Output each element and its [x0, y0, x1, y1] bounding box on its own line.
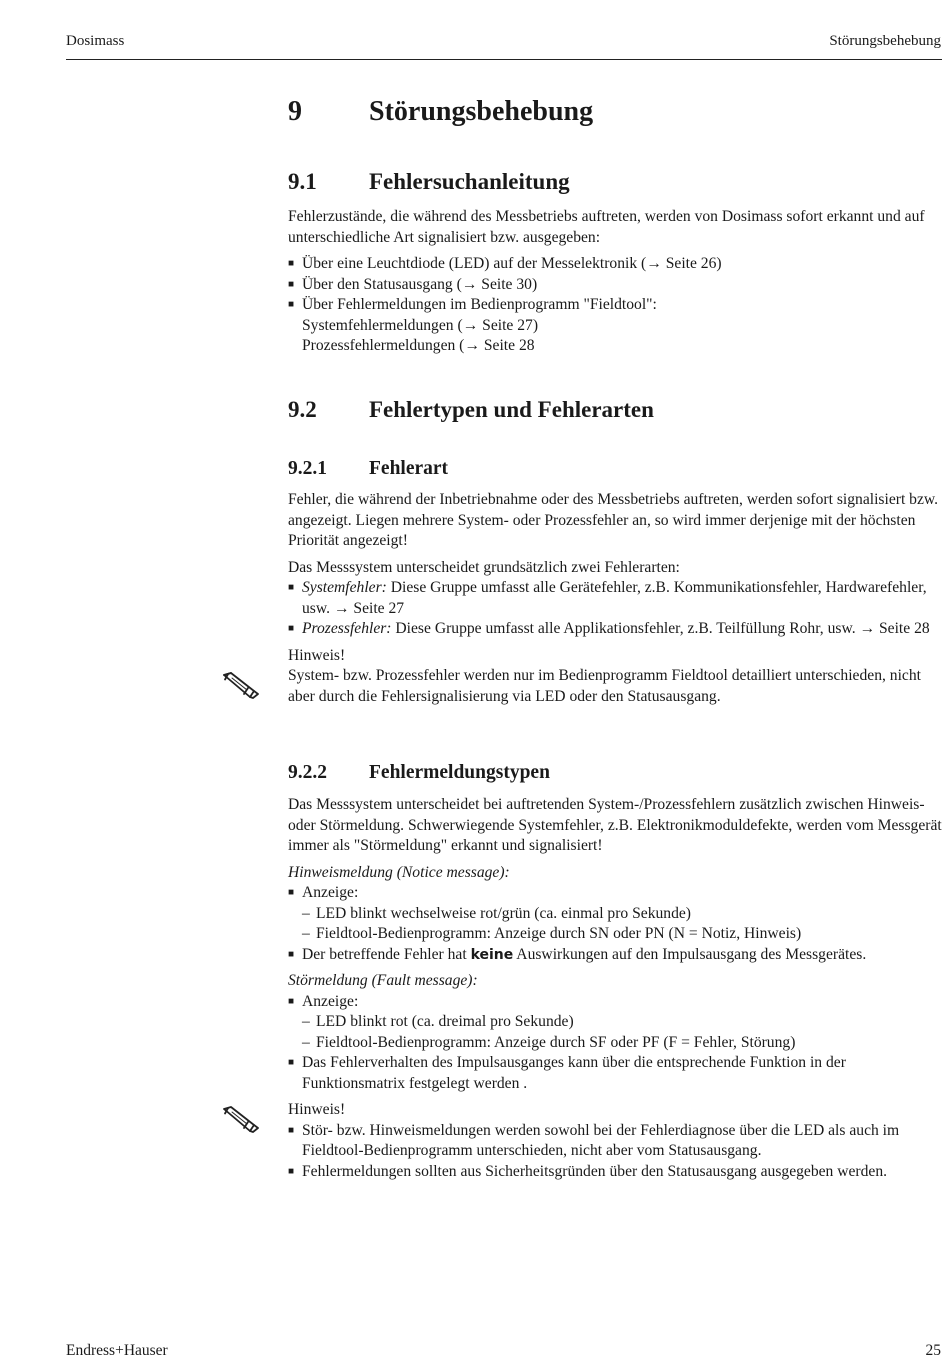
list-item: ■ Das Fehlerverhalten des Impulsausganges kann über die entsprechende Funktion in der Funktionsmatrix festgelegt werden .	[288, 1053, 943, 1094]
list-item-text: Der betreffende Fehler hat	[302, 945, 471, 963]
list-item	[288, 883, 943, 945]
header-section-name: Störungsbehebung	[829, 33, 941, 49]
list-item: ■ Fehlermeldungen sollten aus Sicherheitsgründen über den Statusausgang ausgegeben werden.	[288, 1162, 943, 1183]
header-rule	[66, 59, 942, 60]
sub-list	[288, 904, 943, 945]
term-text: Diese Gruppe umfasst alle Applikationsfehler, z.B. Teilfüllung Rohr, usw. → Seite 28	[391, 620, 930, 637]
emphasis-keine: keine	[470, 946, 514, 963]
fault-message-label: Störmeldung (Fault message):	[288, 972, 478, 989]
term-label: Systemfehler:	[302, 579, 387, 596]
term-label: Prozessfehler:	[302, 620, 392, 637]
list-item-text: Anzeige:	[302, 992, 359, 1010]
list-item-subline: Systemfehlermeldungen (→ Seite 27)	[302, 316, 539, 334]
sub-list-item: – Fieldtool-Bedienprogramm: Anzeige durch SN oder PN (N = Notiz, Hinweis)	[288, 924, 943, 945]
section-title: Fehlersuchanleitung	[369, 169, 570, 194]
subsection-number: 9.2.2	[288, 762, 327, 783]
list-item-subline: Prozessfehlermeldungen (→ Seite 28	[302, 337, 535, 354]
chapter-title: Störungsbehebung	[369, 96, 594, 127]
list-item	[288, 992, 943, 1054]
section-9-2-2-body	[288, 795, 943, 1182]
chapter-heading	[288, 96, 593, 128]
list-item	[288, 295, 943, 357]
pencil-icon	[220, 1104, 260, 1134]
list-item: ■ Über eine Leuchtdiode (LED) auf der Messelektronik (→ Seite 26)	[288, 254, 943, 275]
section-number: 9.1	[288, 169, 317, 194]
subsection-heading-9-2-2	[288, 762, 550, 784]
notice-list	[288, 883, 943, 965]
page-number: 25	[925, 1342, 941, 1359]
paragraph: Fehler, die während der Inbetriebnahme oder des Messbetriebs auftreten, werden sofort signalisiert bzw. angezeigt. Liegen mehrere System- oder Prozessfehler an, so wird immer derjenige mit der höchsten Priorität angezeigt!	[288, 491, 939, 549]
chapter-number: 9	[288, 96, 302, 127]
subsection-heading-9-2-1	[288, 458, 448, 480]
note-list	[288, 1121, 943, 1183]
list-item-text: Auswirkungen auf den Impulsausgang des Messgerätes.	[513, 945, 867, 963]
paragraph: Das Messsystem unterscheidet grundsätzlich zwei Fehlerarten:	[288, 558, 680, 576]
note-title: Hinweis!	[288, 646, 346, 664]
subsection-title: Fehlerart	[369, 458, 449, 479]
subsection-title: Fehlermeldungstypen	[369, 762, 550, 783]
footer-company: Endress+Hauser	[66, 1342, 168, 1359]
sub-list-item: – Fieldtool-Bedienprogramm: Anzeige durch SF oder PF (F = Fehler, Störung)	[288, 1033, 943, 1054]
section-heading-9-1	[288, 169, 570, 195]
section-9-1-intro: Fehlerzustände, die während des Messbetriebs auftreten, werden von Dosimass sofort erkannt und auf unterschiedliche Art signalisiert bzw. ausgegeben:	[288, 208, 925, 246]
header-product-name: Dosimass	[66, 33, 125, 49]
paragraph: Das Messsystem unterscheidet bei auftretenden System-/Prozessfehlern zusätzlich zwischen Hinweis- oder Störmeldung. Schwerwiegende Systemfehler, z.B. Elektronikmoduldefekte, werden vom Messgerät immer als "Störmeldung" erkannt und signalisiert!	[288, 796, 942, 854]
list-item: ■ Stör- bzw. Hinweismeldungen werden sowohl bei der Fehlerdiagnose über die LED als auch im Fieldtool-Bedienprogramm unterschieden, nicht aber vom Statusausgang.	[288, 1121, 943, 1162]
section-number: 9.2	[288, 397, 317, 422]
section-title: Fehlertypen und Fehlerarten	[369, 397, 654, 422]
sub-list-item: – LED blinkt wechselweise rot/grün (ca. einmal pro Sekunde)	[288, 904, 943, 925]
fault-list	[288, 992, 943, 1095]
notice-message-label: Hinweismeldung (Notice message):	[288, 863, 510, 881]
note-text: System- bzw. Prozessfehler werden nur im Bedienprogramm Fieldtool detailliert unterschieden, nicht aber durch die Fehlersignalisierung via LED oder den Statusausgang.	[288, 667, 921, 705]
term-text: Diese Gruppe umfasst alle Gerätefehler, z.B. Kommunikationsfehler, Hardwarefehler, usw. → Seite 27	[302, 579, 927, 617]
section-9-1-body	[288, 207, 943, 357]
subsection-number: 9.2.1	[288, 458, 327, 479]
sub-list	[288, 1012, 943, 1053]
signal-list	[288, 254, 943, 357]
error-kind-list	[288, 578, 943, 640]
list-item	[288, 945, 943, 966]
section-heading-9-2	[288, 397, 654, 423]
list-item-text: Über Fehlermeldungen im Bedienprogramm "Fieldtool":	[302, 296, 657, 313]
sub-list-item: – LED blinkt rot (ca. dreimal pro Sekunde)	[288, 1012, 943, 1033]
list-item	[288, 619, 943, 640]
section-9-2-1-body	[288, 490, 943, 707]
list-item: ■ Über den Statusausgang (→ Seite 30)	[288, 275, 943, 296]
list-item	[288, 578, 943, 619]
pencil-icon	[220, 670, 260, 700]
note-title: Hinweis!	[288, 1101, 346, 1118]
list-item-text: Anzeige:	[302, 884, 359, 901]
